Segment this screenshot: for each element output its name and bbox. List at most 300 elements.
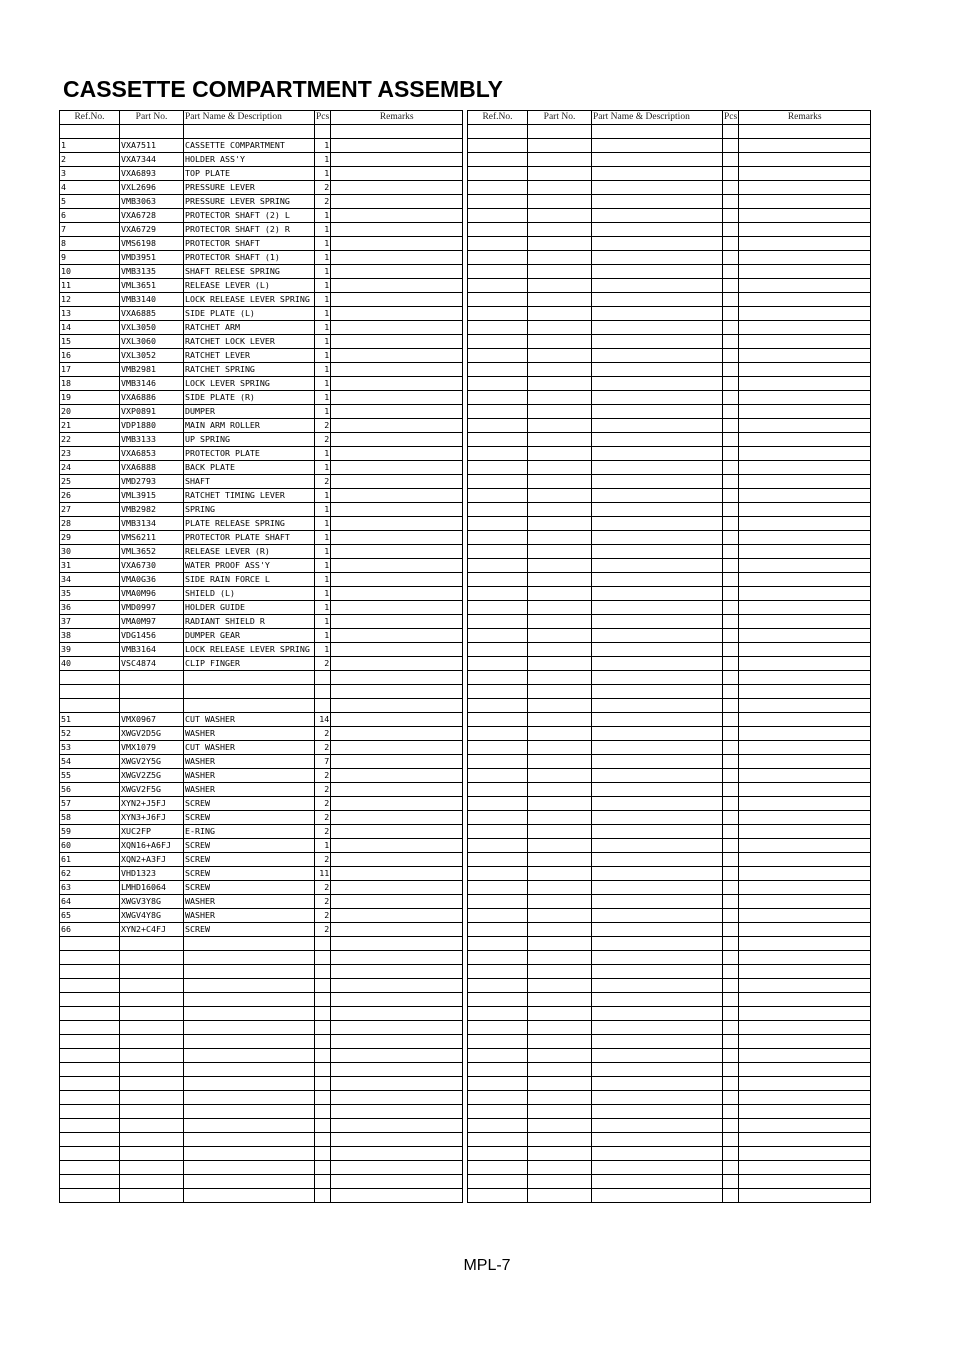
table-row <box>468 1007 871 1021</box>
ref-no-cell: 30 <box>60 545 120 559</box>
pcs-cell <box>723 321 739 335</box>
pcs-cell <box>723 433 739 447</box>
part-no-cell <box>528 1133 592 1147</box>
remarks-cell <box>739 965 871 979</box>
table-row <box>468 1105 871 1119</box>
ref-no-cell <box>468 587 528 601</box>
table-row <box>60 475 463 489</box>
part-no-cell <box>528 951 592 965</box>
part-no-cell <box>528 489 592 503</box>
table-row <box>60 755 463 769</box>
pcs-cell: 1 <box>315 643 331 657</box>
pcs-cell: 1 <box>315 377 331 391</box>
remarks-cell <box>739 1189 871 1203</box>
pcs-cell <box>315 1007 331 1021</box>
pcs-cell: 2 <box>315 433 331 447</box>
pcs-cell <box>723 1147 739 1161</box>
table-row <box>468 349 871 363</box>
ref-no-cell: 5 <box>60 195 120 209</box>
pcs-cell: 1 <box>315 489 331 503</box>
part-name-cell: HOLDER GUIDE <box>184 601 315 615</box>
part-no-cell <box>528 405 592 419</box>
table-row <box>60 419 463 433</box>
part-name-cell: RATCHET LOCK LEVER <box>184 335 315 349</box>
part-name-cell <box>184 965 315 979</box>
part-no-cell: VMB2982 <box>120 503 184 517</box>
part-name-cell: LOCK RELEASE LEVER SPRING <box>184 293 315 307</box>
pcs-cell <box>723 1035 739 1049</box>
ref-no-cell <box>468 615 528 629</box>
pcs-cell: 1 <box>315 573 331 587</box>
ref-no-cell <box>468 237 528 251</box>
pcs-cell <box>723 1175 739 1189</box>
ref-no-cell <box>468 559 528 573</box>
pcs-cell <box>723 699 739 713</box>
ref-no-cell: 4 <box>60 181 120 195</box>
table-row <box>60 769 463 783</box>
part-no-cell: XWGV4Y8G <box>120 909 184 923</box>
ref-no-cell <box>468 265 528 279</box>
remarks-cell <box>331 349 463 363</box>
remarks-cell <box>739 181 871 195</box>
part-no-cell: VDP1880 <box>120 419 184 433</box>
table-row <box>468 657 871 671</box>
ref-no-cell <box>468 727 528 741</box>
part-name-cell <box>592 1063 723 1077</box>
ref-no-cell <box>468 671 528 685</box>
ref-no-cell <box>468 713 528 727</box>
pcs-cell <box>723 559 739 573</box>
table-row <box>468 307 871 321</box>
ref-no-cell <box>468 685 528 699</box>
part-no-cell: VXA6729 <box>120 223 184 237</box>
ref-no-cell <box>468 909 528 923</box>
table-row <box>60 167 463 181</box>
pcs-cell <box>315 1119 331 1133</box>
pcs-cell <box>723 335 739 349</box>
ref-no-cell: 17 <box>60 363 120 377</box>
part-no-cell: VXA6888 <box>120 461 184 475</box>
part-no-cell <box>528 657 592 671</box>
pcs-cell <box>723 167 739 181</box>
table-row <box>468 1175 871 1189</box>
pcs-cell <box>723 237 739 251</box>
ref-no-cell <box>468 839 528 853</box>
remarks-cell <box>331 251 463 265</box>
remarks-cell <box>739 1007 871 1021</box>
remarks-cell <box>739 517 871 531</box>
remarks-cell <box>739 839 871 853</box>
table-row <box>468 671 871 685</box>
table-row <box>60 223 463 237</box>
col-header-ref-no: Ref.No. <box>468 111 528 125</box>
part-name-cell <box>592 811 723 825</box>
remarks-cell <box>739 461 871 475</box>
pcs-cell: 1 <box>315 461 331 475</box>
part-no-cell <box>528 895 592 909</box>
part-no-cell <box>528 853 592 867</box>
remarks-cell <box>739 1147 871 1161</box>
part-name-cell <box>592 223 723 237</box>
pcs-cell <box>723 825 739 839</box>
ref-no-cell <box>468 251 528 265</box>
remarks-cell <box>331 1119 463 1133</box>
ref-no-cell <box>468 153 528 167</box>
ref-no-cell <box>468 1133 528 1147</box>
remarks-cell <box>739 251 871 265</box>
part-name-cell: PROTECTOR PLATE SHAFT <box>184 531 315 545</box>
part-no-cell: VML3651 <box>120 279 184 293</box>
pcs-cell <box>723 279 739 293</box>
table-row <box>60 1147 463 1161</box>
part-name-cell <box>592 713 723 727</box>
part-name-cell <box>592 825 723 839</box>
part-name-cell: PROTECTOR SHAFT (1) <box>184 251 315 265</box>
pcs-cell <box>723 783 739 797</box>
part-no-cell <box>528 1105 592 1119</box>
part-no-cell <box>528 475 592 489</box>
part-no-cell: VMB3140 <box>120 293 184 307</box>
ref-no-cell <box>468 895 528 909</box>
remarks-cell <box>739 657 871 671</box>
ref-no-cell: 39 <box>60 643 120 657</box>
table-row <box>60 1035 463 1049</box>
table-row <box>468 769 871 783</box>
part-no-cell <box>528 125 592 139</box>
pcs-cell <box>723 489 739 503</box>
pcs-cell <box>723 1189 739 1203</box>
ref-no-cell <box>468 825 528 839</box>
table-row <box>60 881 463 895</box>
table-row <box>468 335 871 349</box>
col-header-part-no: Part No. <box>120 111 184 125</box>
table-row <box>468 195 871 209</box>
part-no-cell <box>120 1147 184 1161</box>
pcs-cell <box>315 699 331 713</box>
table-row <box>60 797 463 811</box>
table-row <box>60 1063 463 1077</box>
part-no-cell: VML3652 <box>120 545 184 559</box>
table-row <box>60 405 463 419</box>
part-name-cell: SCREW <box>184 853 315 867</box>
pcs-cell: 1 <box>315 405 331 419</box>
remarks-cell <box>331 475 463 489</box>
remarks-cell <box>739 125 871 139</box>
table-row <box>468 125 871 139</box>
pcs-cell <box>723 685 739 699</box>
ref-no-cell <box>468 167 528 181</box>
remarks-cell <box>331 965 463 979</box>
ref-no-cell <box>468 1077 528 1091</box>
ref-no-cell: 10 <box>60 265 120 279</box>
remarks-cell <box>331 1105 463 1119</box>
pcs-cell: 1 <box>315 839 331 853</box>
part-name-cell: WASHER <box>184 909 315 923</box>
ref-no-cell <box>60 1119 120 1133</box>
remarks-cell <box>739 615 871 629</box>
remarks-cell <box>739 755 871 769</box>
part-name-cell <box>592 671 723 685</box>
remarks-cell <box>331 181 463 195</box>
remarks-cell <box>331 797 463 811</box>
part-name-cell: WASHER <box>184 895 315 909</box>
ref-no-cell <box>60 1091 120 1105</box>
pcs-cell <box>723 587 739 601</box>
table-row <box>60 1161 463 1175</box>
ref-no-cell: 51 <box>60 713 120 727</box>
part-no-cell: VXL3060 <box>120 335 184 349</box>
ref-no-cell <box>468 993 528 1007</box>
pcs-cell <box>315 1077 331 1091</box>
part-name-cell <box>592 153 723 167</box>
ref-no-cell <box>468 979 528 993</box>
part-no-cell <box>528 1091 592 1105</box>
pcs-cell <box>315 685 331 699</box>
ref-no-cell: 57 <box>60 797 120 811</box>
part-no-cell <box>120 1077 184 1091</box>
remarks-cell <box>739 713 871 727</box>
part-no-cell <box>528 307 592 321</box>
table-row <box>468 433 871 447</box>
part-no-cell <box>528 825 592 839</box>
ref-no-cell <box>60 951 120 965</box>
remarks-cell <box>331 937 463 951</box>
pcs-cell <box>723 629 739 643</box>
part-name-cell: CLIP FINGER <box>184 657 315 671</box>
col-header-part-name: Part Name & Description <box>592 111 723 125</box>
part-name-cell: TOP PLATE <box>184 167 315 181</box>
table-row <box>468 727 871 741</box>
ref-no-cell <box>468 769 528 783</box>
table-row <box>60 1133 463 1147</box>
part-name-cell <box>592 1021 723 1035</box>
ref-no-cell <box>468 965 528 979</box>
page-number <box>0 1257 954 1275</box>
ref-no-cell: 12 <box>60 293 120 307</box>
part-no-cell <box>528 153 592 167</box>
remarks-cell <box>331 671 463 685</box>
remarks-cell <box>331 923 463 937</box>
table-row <box>60 965 463 979</box>
part-no-cell: VSC4874 <box>120 657 184 671</box>
remarks-cell <box>331 643 463 657</box>
part-no-cell <box>120 951 184 965</box>
ref-no-cell <box>468 853 528 867</box>
part-name-cell <box>592 839 723 853</box>
table-row <box>468 461 871 475</box>
remarks-cell <box>739 699 871 713</box>
part-name-cell <box>592 965 723 979</box>
ref-no-cell: 34 <box>60 573 120 587</box>
pcs-cell <box>723 909 739 923</box>
remarks-cell <box>739 923 871 937</box>
part-name-cell: UP SPRING <box>184 433 315 447</box>
pcs-cell <box>723 139 739 153</box>
table-row <box>468 741 871 755</box>
part-name-cell <box>592 209 723 223</box>
part-no-cell: VMA0G36 <box>120 573 184 587</box>
table-row <box>468 1147 871 1161</box>
table-row <box>468 1021 871 1035</box>
remarks-cell <box>331 447 463 461</box>
table-row <box>468 699 871 713</box>
part-name-cell <box>592 167 723 181</box>
part-no-cell <box>528 1049 592 1063</box>
part-name-cell <box>592 181 723 195</box>
table-row <box>468 1091 871 1105</box>
pcs-cell <box>723 461 739 475</box>
table-row <box>468 447 871 461</box>
table-row <box>60 895 463 909</box>
ref-no-cell <box>468 181 528 195</box>
remarks-cell <box>739 769 871 783</box>
ref-no-cell: 19 <box>60 391 120 405</box>
part-no-cell <box>528 937 592 951</box>
pcs-cell <box>723 503 739 517</box>
part-no-cell: LMHD16064 <box>120 881 184 895</box>
remarks-cell <box>331 853 463 867</box>
table-row <box>60 811 463 825</box>
table-row <box>468 153 871 167</box>
remarks-cell <box>739 867 871 881</box>
table-row <box>60 937 463 951</box>
pcs-cell <box>723 881 739 895</box>
table-row <box>468 839 871 853</box>
remarks-cell <box>739 811 871 825</box>
part-no-cell <box>528 601 592 615</box>
pcs-cell <box>723 391 739 405</box>
pcs-cell <box>315 1105 331 1119</box>
col-header-pcs: Pcs <box>315 111 331 125</box>
part-no-cell: VXA6893 <box>120 167 184 181</box>
pcs-cell: 1 <box>315 363 331 377</box>
remarks-cell <box>739 951 871 965</box>
part-no-cell <box>120 699 184 713</box>
remarks-cell <box>739 153 871 167</box>
part-no-cell <box>528 1077 592 1091</box>
ref-no-cell: 37 <box>60 615 120 629</box>
table-row <box>468 937 871 951</box>
ref-no-cell <box>468 573 528 587</box>
part-no-cell <box>528 209 592 223</box>
pcs-cell: 1 <box>315 293 331 307</box>
part-name-cell <box>592 741 723 755</box>
table-row <box>468 853 871 867</box>
ref-no-cell <box>468 447 528 461</box>
part-no-cell: VMB3133 <box>120 433 184 447</box>
col-header-part-name: Part Name & Description <box>184 111 315 125</box>
table-row <box>60 671 463 685</box>
table-row <box>60 657 463 671</box>
part-no-cell <box>528 881 592 895</box>
ref-no-cell: 38 <box>60 629 120 643</box>
ref-no-cell: 40 <box>60 657 120 671</box>
pcs-cell: 1 <box>315 531 331 545</box>
pcs-cell <box>723 405 739 419</box>
ref-no-cell: 1 <box>60 139 120 153</box>
part-name-cell <box>592 559 723 573</box>
ref-no-cell <box>60 1133 120 1147</box>
pcs-cell <box>723 713 739 727</box>
parts-table-left <box>59 110 463 1203</box>
part-no-cell <box>528 1035 592 1049</box>
ref-no-cell <box>468 321 528 335</box>
remarks-cell <box>739 223 871 237</box>
part-name-cell <box>184 699 315 713</box>
table-row <box>468 1049 871 1063</box>
part-no-cell: VXA6853 <box>120 447 184 461</box>
remarks-cell <box>331 531 463 545</box>
remarks-cell <box>739 195 871 209</box>
remarks-cell <box>331 125 463 139</box>
pcs-cell <box>723 419 739 433</box>
part-no-cell <box>528 797 592 811</box>
ref-no-cell: 62 <box>60 867 120 881</box>
pcs-cell <box>315 993 331 1007</box>
header-row <box>60 111 463 125</box>
table-row <box>468 321 871 335</box>
pcs-cell: 1 <box>315 559 331 573</box>
part-name-cell <box>184 1077 315 1091</box>
remarks-cell <box>331 363 463 377</box>
part-name-cell: CUT WASHER <box>184 713 315 727</box>
pcs-cell <box>723 615 739 629</box>
table-row <box>468 601 871 615</box>
part-name-cell <box>592 1175 723 1189</box>
part-name-cell <box>592 293 723 307</box>
pcs-cell: 1 <box>315 335 331 349</box>
ref-no-cell <box>468 951 528 965</box>
table-row <box>468 531 871 545</box>
part-no-cell: VMB3146 <box>120 377 184 391</box>
remarks-cell <box>739 993 871 1007</box>
pcs-cell <box>315 1161 331 1175</box>
ref-no-cell: 53 <box>60 741 120 755</box>
remarks-cell <box>331 1035 463 1049</box>
ref-no-cell: 16 <box>60 349 120 363</box>
remarks-cell <box>331 909 463 923</box>
remarks-cell <box>739 1133 871 1147</box>
remarks-cell <box>331 1021 463 1035</box>
remarks-cell <box>739 1091 871 1105</box>
pcs-cell: 1 <box>315 545 331 559</box>
part-no-cell <box>528 965 592 979</box>
part-name-cell: RATCHET SPRING <box>184 363 315 377</box>
part-name-cell: CASSETTE COMPARTMENT <box>184 139 315 153</box>
remarks-cell <box>739 167 871 181</box>
part-no-cell <box>528 755 592 769</box>
ref-no-cell <box>60 1147 120 1161</box>
remarks-cell <box>331 293 463 307</box>
part-no-cell: XQN2+A3FJ <box>120 853 184 867</box>
table-row <box>60 587 463 601</box>
part-no-cell <box>120 1035 184 1049</box>
ref-no-cell <box>60 1189 120 1203</box>
table-row <box>60 1007 463 1021</box>
remarks-cell <box>331 335 463 349</box>
remarks-cell <box>739 349 871 363</box>
part-no-cell: VMB3164 <box>120 643 184 657</box>
part-no-cell <box>528 923 592 937</box>
part-name-cell: SCREW <box>184 797 315 811</box>
part-name-cell <box>184 1189 315 1203</box>
table-row <box>60 503 463 517</box>
table-row <box>60 601 463 615</box>
pcs-cell: 1 <box>315 517 331 531</box>
ref-no-cell: 2 <box>60 153 120 167</box>
remarks-cell <box>739 783 871 797</box>
ref-no-cell: 26 <box>60 489 120 503</box>
